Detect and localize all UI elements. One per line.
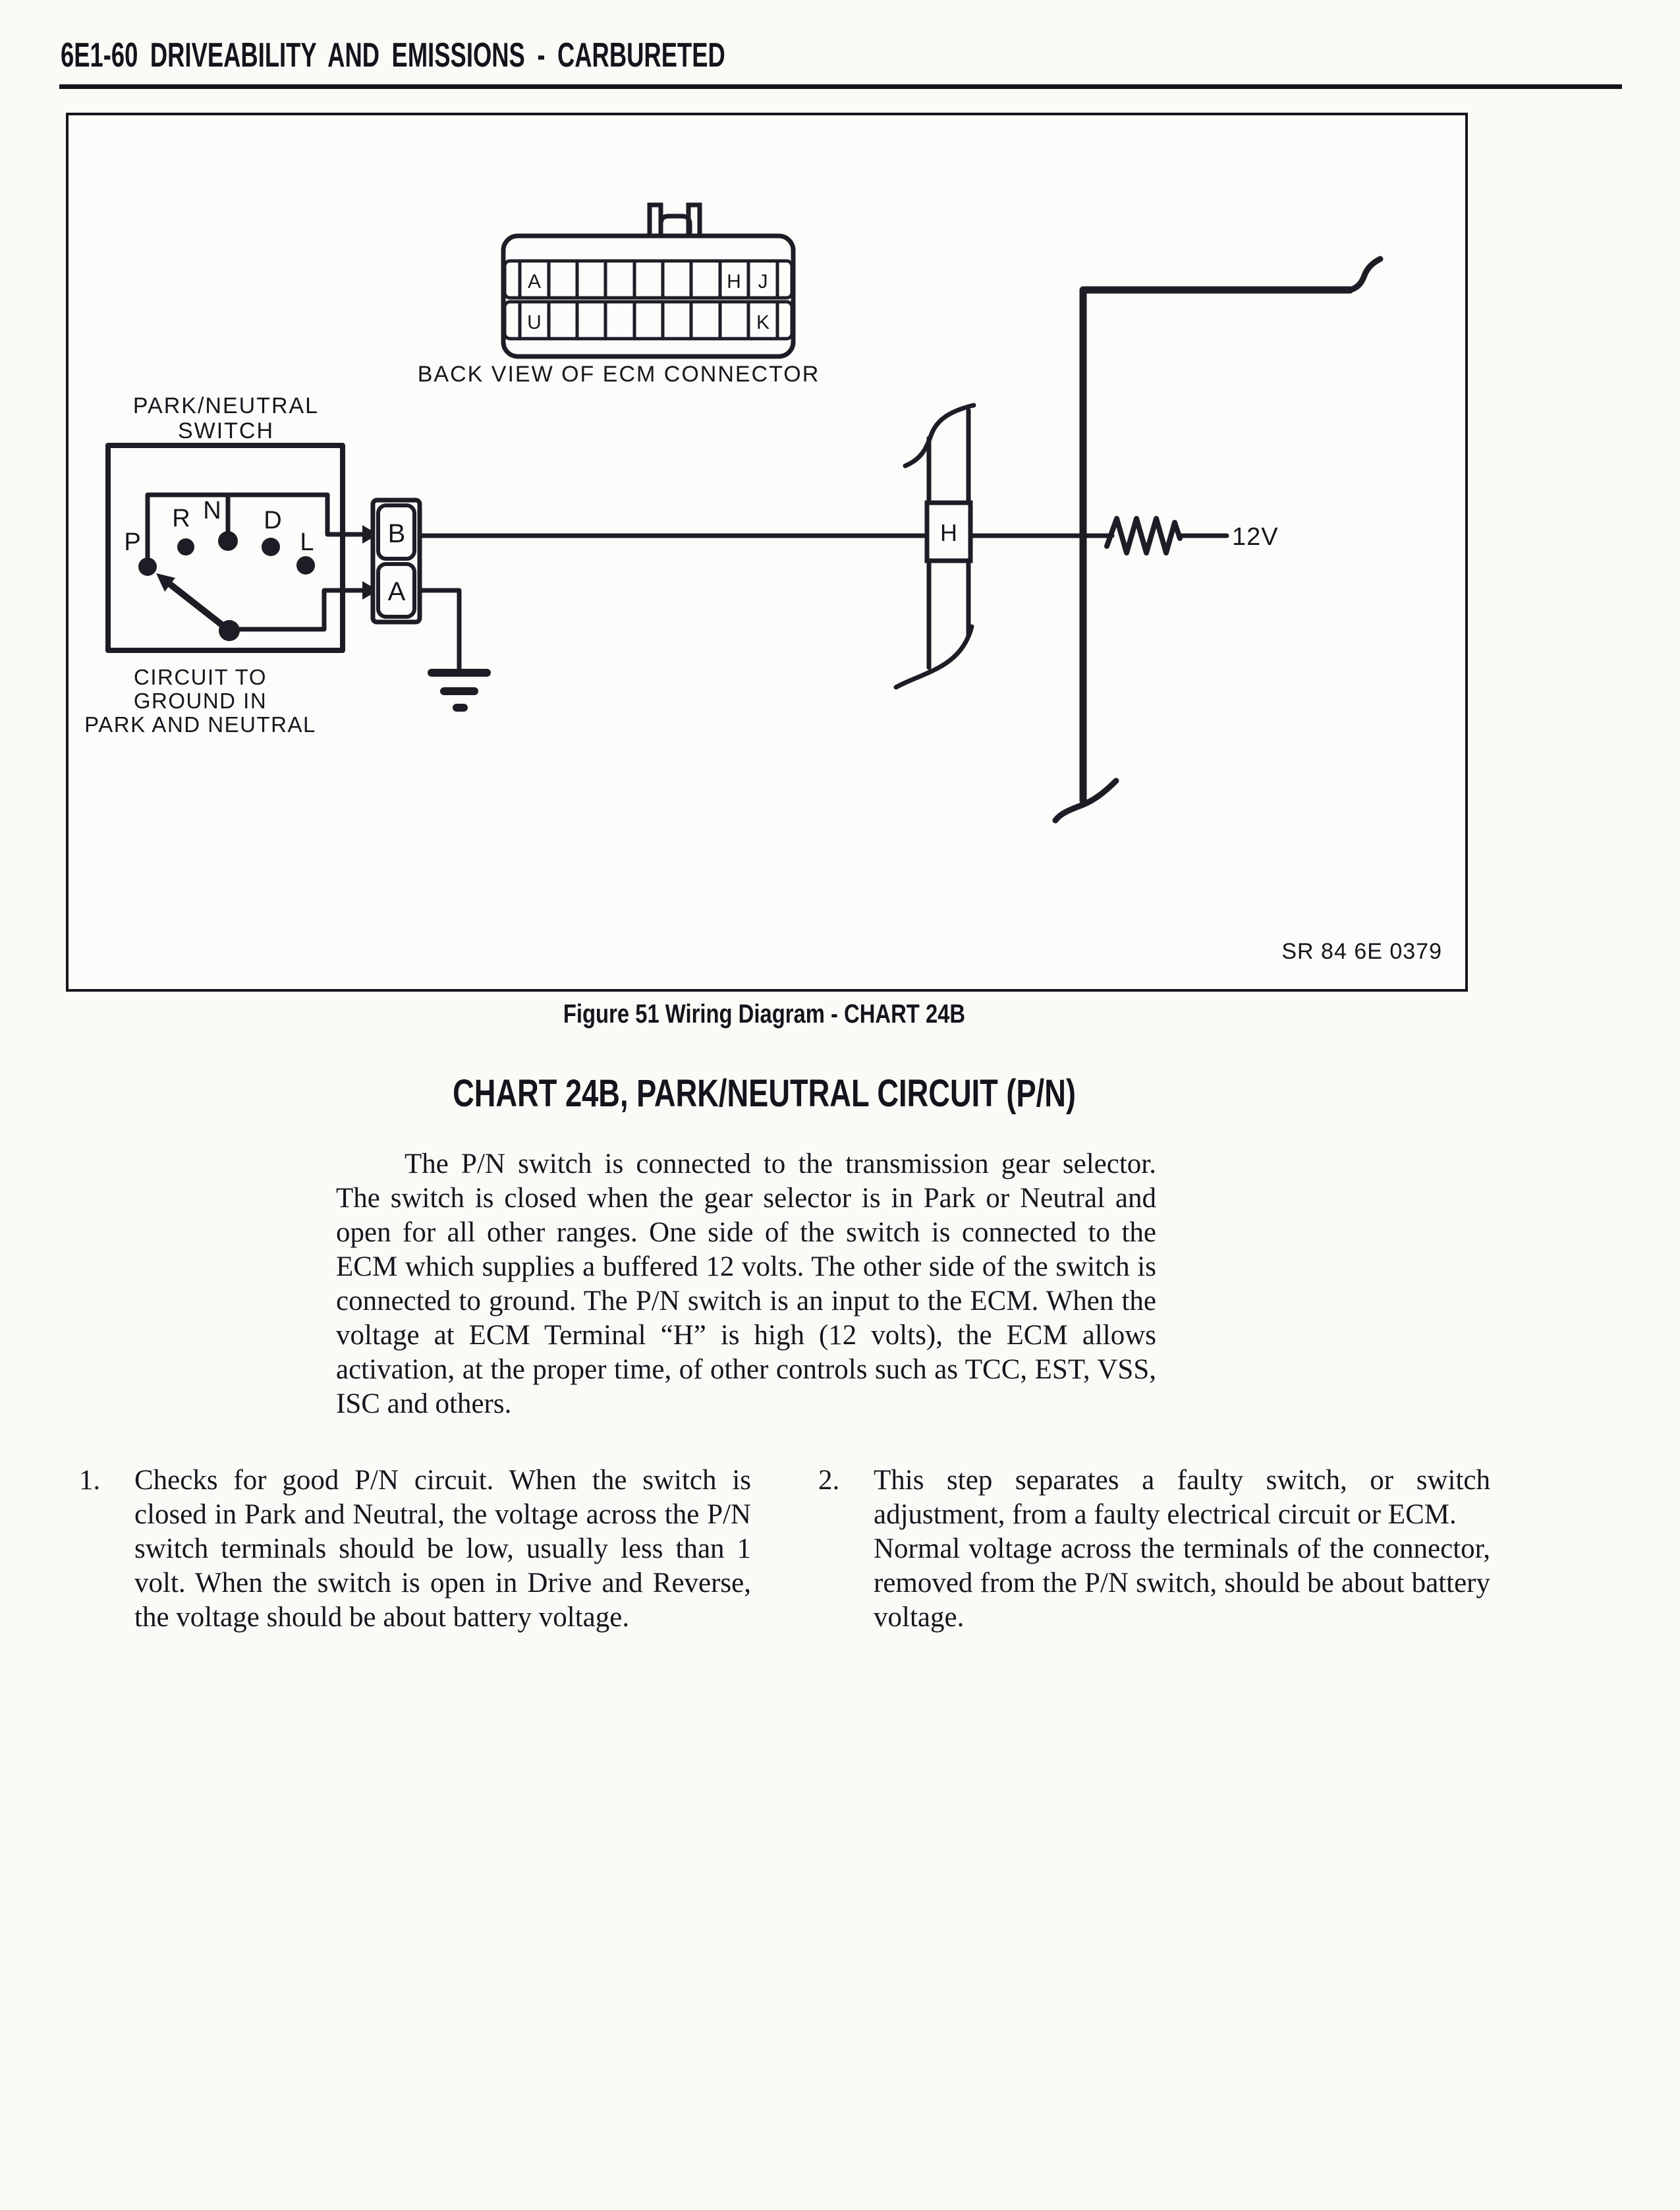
item-2-paragraph-1: This step separates a faulty switch, or switch adjustment, from a faulty electrical circuit or ECM. bbox=[874, 1465, 1490, 1530]
ecm-connector-drawing bbox=[503, 205, 793, 356]
inline-connector-bottom-curve bbox=[896, 627, 972, 687]
procedure-item-2 bbox=[818, 1463, 1490, 1635]
intro-paragraph-block bbox=[336, 1147, 1156, 1421]
item-2-text bbox=[874, 1463, 1490, 1635]
intro-paragraph: The P/N switch is connected to the transmission gear selector. The switch is closed when the gear selector is in Park or Neutral and open for all other ranges. One side of the switch is connected to the ECM which supplies a buffered 12 volts. The other side of the switch is connected to ground. The P/N switch is an input to the ECM. When the voltage at ECM Terminal “H” is high (12 volts), the ECM allows activation, at the proper time, of other controls such as TCC, EST, VSS, ISC and others. bbox=[336, 1148, 1156, 1419]
page-header: 6E1-60 DRIVEABILITY AND EMISSIONS - CARBURETED bbox=[61, 36, 725, 74]
contact-d bbox=[262, 538, 280, 556]
contact-n bbox=[218, 531, 238, 551]
figure-caption: Figure 51 Wiring Diagram - CHART 24B bbox=[563, 1000, 966, 1029]
pn-switch-drawing bbox=[108, 445, 362, 650]
circuit-wires bbox=[420, 519, 1227, 671]
ground-note-line3: PARK AND NEUTRAL bbox=[84, 712, 316, 737]
pos-label-l: L bbox=[300, 528, 314, 556]
contact-p bbox=[138, 557, 157, 576]
figure-ref-code: SR 84 6E 0379 bbox=[1281, 939, 1442, 964]
ecm-pin-j: J bbox=[758, 271, 768, 293]
wire-a-to-ground bbox=[420, 590, 459, 671]
header-rule bbox=[59, 84, 1622, 89]
item-1-number: 1. bbox=[79, 1465, 101, 1496]
pos-label-p: P bbox=[124, 528, 141, 556]
procedure-item-1 bbox=[79, 1463, 751, 1635]
ground-note-line2: GROUND IN bbox=[133, 689, 267, 713]
wiring-diagram-figure bbox=[66, 113, 1468, 992]
pn-switch-label-line1: PARK/NEUTRAL bbox=[132, 393, 320, 418]
ecm-pin-u: U bbox=[527, 312, 542, 333]
pos-label-d: D bbox=[264, 507, 282, 534]
terminal-b-label: B bbox=[387, 519, 406, 548]
ground-symbol bbox=[432, 673, 487, 708]
item-2-paragraph-2: Normal voltage across the terminals of the connector, removed from the P/N switch, should be about battery voltage. bbox=[874, 1533, 1490, 1633]
inline-connector-h bbox=[896, 405, 974, 687]
contact-pivot bbox=[219, 620, 240, 641]
item-1-text bbox=[134, 1463, 751, 1635]
pn-switch-label-line2: SWITCH bbox=[177, 418, 275, 443]
pn-switch-arm bbox=[169, 583, 229, 631]
resistor-symbol bbox=[1107, 519, 1180, 553]
ecm-pin-h: H bbox=[727, 271, 741, 293]
inline-connector-top-curve bbox=[905, 405, 974, 466]
ecm-pin-a: A bbox=[527, 271, 542, 293]
highlighted-wire-run bbox=[1055, 259, 1380, 820]
wiring-diagram-svg bbox=[69, 115, 1465, 989]
terminal-h-label: H bbox=[940, 519, 957, 546]
section-title: CHART 24B, PARK/NEUTRAL CIRCUIT (P/N) bbox=[453, 1072, 1076, 1115]
item-2-number: 2. bbox=[818, 1465, 840, 1496]
ecm-pin-k: K bbox=[756, 312, 770, 333]
wire-end-hook-top bbox=[1350, 259, 1380, 290]
voltage-label: 12V bbox=[1232, 523, 1279, 551]
pos-label-n: N bbox=[203, 497, 221, 524]
terminal-a-label: A bbox=[387, 577, 406, 606]
contact-l bbox=[296, 556, 315, 575]
pos-label-r: R bbox=[172, 505, 190, 532]
contact-r bbox=[177, 538, 194, 555]
ground-note-line1: CIRCUIT TO bbox=[133, 665, 267, 689]
procedure-items bbox=[79, 1463, 1680, 1635]
item-1-paragraph: Checks for good P/N circuit. When the switch is closed in Park and Neutral, the voltage across the P/N switch terminals should be low, usually less than 1 volt. When the switch is open in Drive and Reverse, the voltage should be about battery voltage. bbox=[134, 1465, 751, 1633]
ecm-connector-label: BACK VIEW OF ECM CONNECTOR bbox=[417, 362, 820, 387]
